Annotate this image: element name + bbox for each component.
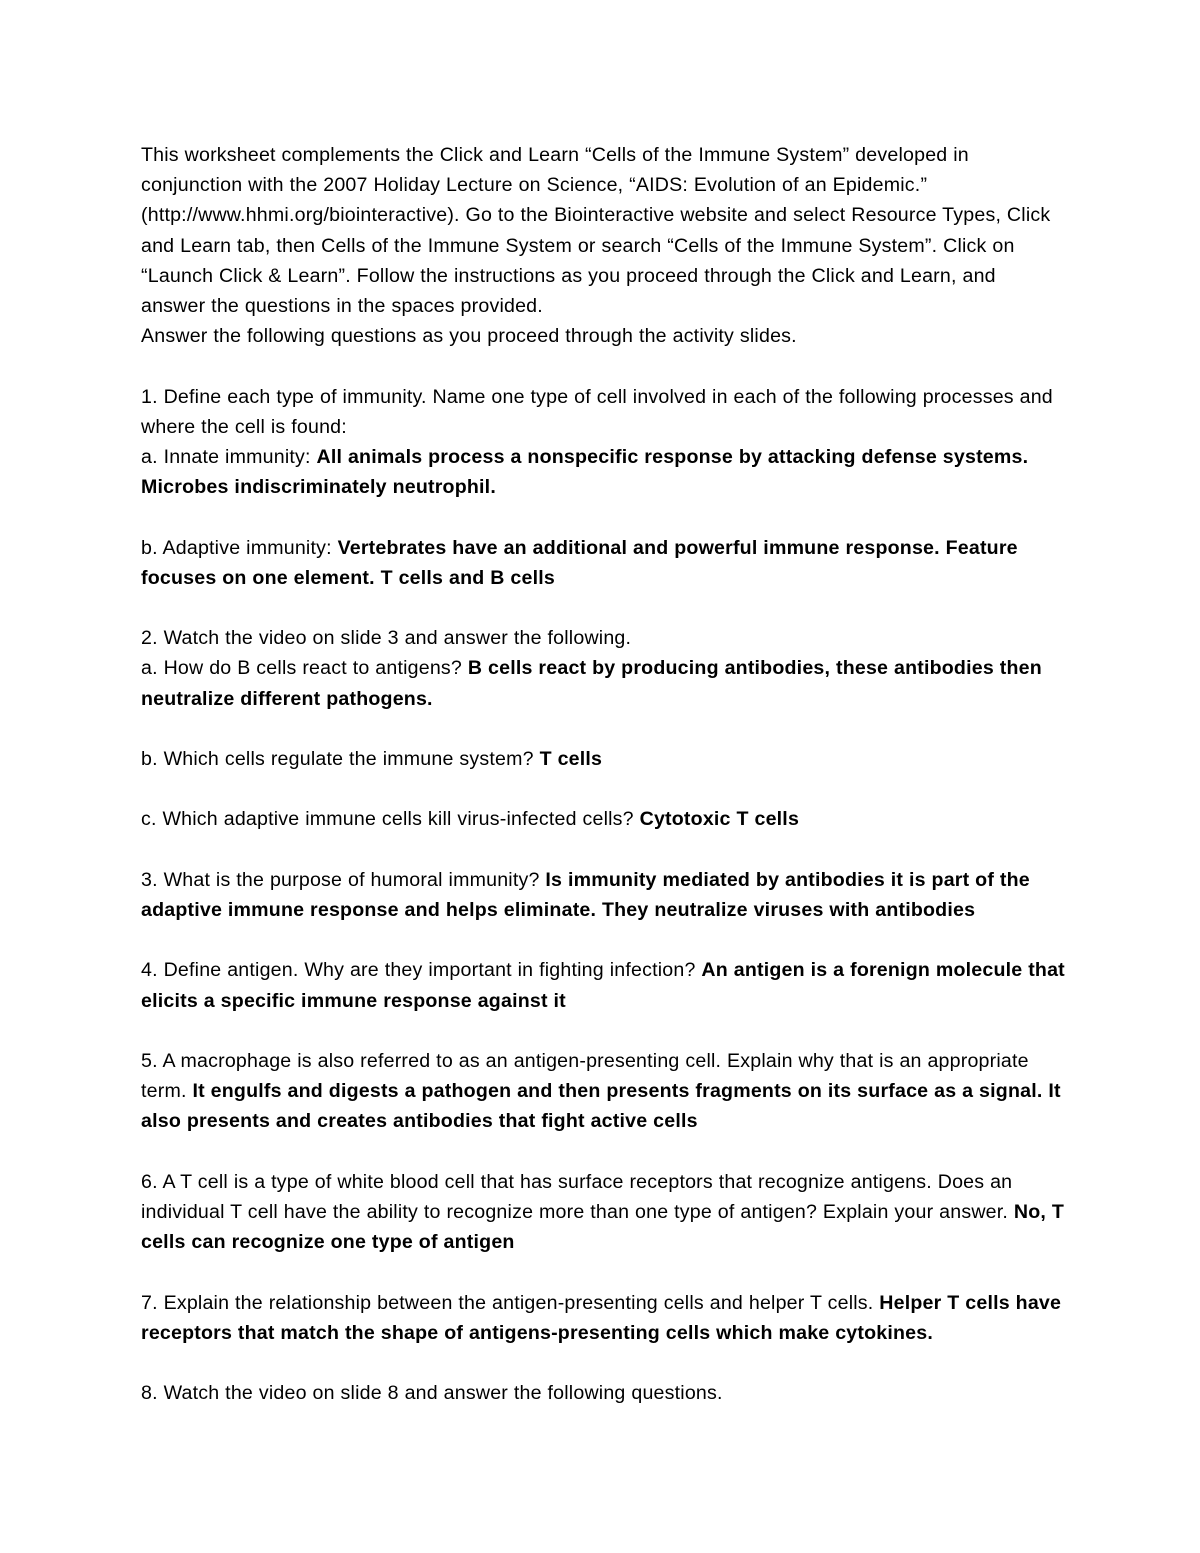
question-2a: [141, 653, 1065, 713]
question-2a-prompt: a. How do B cells react to antigens?: [141, 657, 468, 680]
question-2c-prompt: c. Which adaptive immune cells kill virus-infected cells?: [141, 808, 640, 831]
question-7: [141, 1288, 1065, 1348]
question-1b: [141, 533, 1065, 593]
spacer: [141, 1016, 1065, 1046]
question-2b: [141, 744, 1065, 774]
question-2: [141, 623, 1065, 653]
spacer: [141, 351, 1065, 381]
question-2c-answer: Cytotoxic T cells: [639, 808, 800, 831]
question-5: [141, 1046, 1065, 1137]
spacer: [141, 593, 1065, 623]
question-1-prompt: 1. Define each type of immunity. Name one type of cell involved in each of the following processes and where the cell is found:: [141, 385, 1053, 438]
intro-instruction-text: Answer the following questions as you proceed through the activity slides.: [141, 325, 797, 348]
spacer: [141, 1257, 1065, 1287]
question-8: [141, 1378, 1065, 1408]
spacer: [141, 1348, 1065, 1378]
question-4-answer: An antigen is a forenign molecule that elicits a specific immune response against it: [141, 959, 1065, 1012]
question-2b-prompt: b. Which cells regulate the immune system?: [141, 748, 540, 770]
question-7-answer: Helper T cells have receptors that match the shape of antigens-presenting cells which make cytokines.: [141, 1291, 1062, 1344]
question-1b-answer: Vertebrates have an additional and powerful immune response. Feature focuses on one element. T cells and B cells: [141, 536, 1018, 589]
spacer: [141, 925, 1065, 955]
intro-paragraph: [141, 140, 1065, 321]
question-7-prompt: 7. Explain the relationship between the antigen-presenting cells and helper T cells.: [141, 1291, 880, 1314]
question-1a-answer: All animals process a nonspecific response by attacking defense systems. Microbes indiscriminately neutrophil.: [141, 446, 1029, 499]
question-1: [141, 382, 1065, 442]
question-3-answer: Is immunity mediated by antibodies it is part of the adaptive immune response and helps eliminate. They neutralize viruses with antibodies: [141, 868, 1030, 921]
spacer: [141, 1137, 1065, 1167]
spacer: [141, 502, 1065, 532]
question-2a-answer: B cells react by producing antibodies, these antibodies then neutralize different pathogens.: [141, 657, 1042, 710]
spacer: [141, 835, 1065, 865]
question-3: [141, 865, 1065, 925]
question-4-prompt: 4. Define antigen. Why are they important in fighting infection?: [141, 959, 702, 982]
question-1a: [141, 442, 1065, 502]
question-8-prompt: 8. Watch the video on slide 8 and answer the following questions.: [141, 1382, 723, 1405]
question-4: [141, 955, 1065, 1015]
question-6: [141, 1167, 1065, 1258]
question-6-prompt: 6. A T cell is a type of white blood cell that has surface receptors that recognize antigens. Does an individual T cell have the ability to recognize more than one type of antigen? Explain your answer.: [141, 1170, 1014, 1223]
question-2b-answer: T cells: [539, 748, 603, 770]
question-5-answer: It engulfs and digests a pathogen and then presents fragments on its surface as a signal. It also presents and creates antibodies that fight active cells: [141, 1080, 1061, 1133]
question-1b-prompt: b. Adaptive immunity:: [141, 536, 338, 559]
question-1a-prompt: a. Innate immunity:: [141, 446, 317, 469]
question-6-answer: No, T cells can recognize one type of antigen: [141, 1200, 1065, 1254]
spacer: [141, 774, 1065, 804]
question-5-prompt: 5. A macrophage is also referred to as an antigen-presenting cell. Explain why that is an appropriate term.: [141, 1049, 1029, 1103]
document-body: [141, 140, 1065, 1408]
intro-instruction: [141, 321, 1065, 351]
question-2c: [141, 804, 1065, 834]
question-2-prompt: 2. Watch the video on slide 3 and answer the following.: [141, 627, 632, 650]
intro-text: This worksheet complements the Click and Learn “Cells of the Immune System” developed in conjunction with the 2007 Holiday Lecture on Science, “AIDS: Evolution of an Epidemic.” (http://www.hhmi.org/biointeractive). Go to the Biointeractive website and select Resource Types, Click and Learn tab, then Cells of the Immune System or search “Cells of the Immune System”. Click on “Launch Click & Learn”. Follow the instructions as you proceed through the Click and Learn, and answer the questions in the spaces provided.: [141, 144, 1051, 318]
spacer: [141, 714, 1065, 744]
question-3-prompt: 3. What is the purpose of humoral immunity?: [141, 868, 546, 891]
